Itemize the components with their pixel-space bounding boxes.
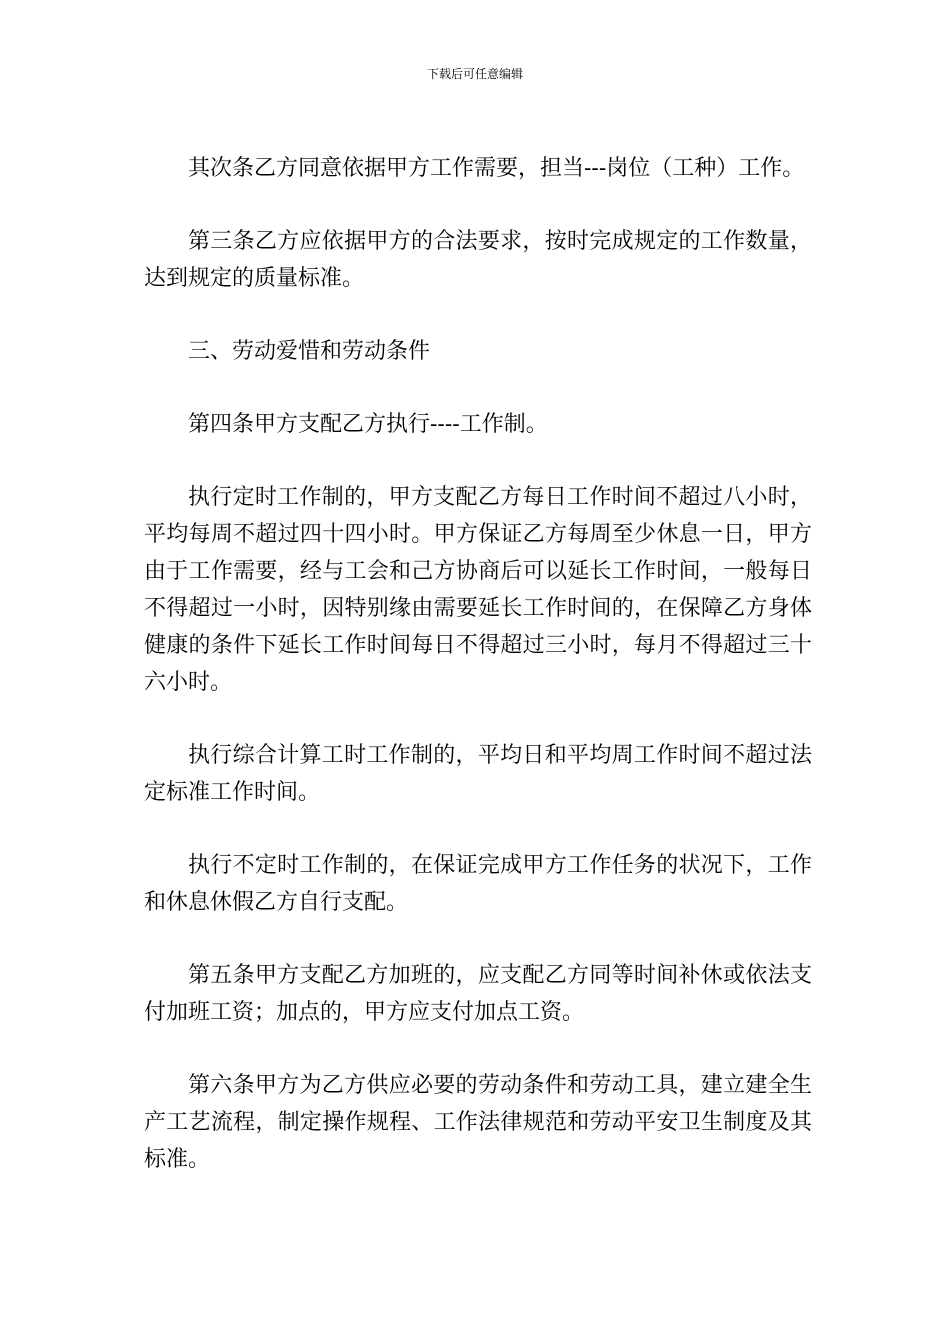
paragraph-fixed-hours: 执行定时工作制的，甲方支配乙方每日工作时间不超过八小时，平均每周不超过四十四小时。甲方保证乙方每周至少休息一日，甲方由于工作需要，经与工会和己方协商后可以延长工作时间，一般每日不得超过一小时，因特别缘由需要延长工作时间的，在保障乙方身体健康的条件下延长工作时间每日不得超过三小时，每月不得超过三十六小时。	[144, 485, 812, 695]
paragraph-article-5: 第五条甲方支配乙方加班的，应支配乙方同等时间补休或依法支付加班工资；加点的，甲方应支付加点工资。	[144, 963, 812, 1025]
page-header-note: 下载后可任意编辑	[426, 67, 523, 81]
section-heading-labor-protection: 三、劳动爱惜和劳动条件	[188, 339, 431, 364]
paragraph-article-3: 第三条乙方应依据甲方的合法要求，按时完成规定的工作数量，达到规定的质量标准。	[144, 229, 812, 291]
paragraph-article-2: 其次条乙方同意依据甲方工作需要，担当---岗位（工种）工作。	[188, 156, 805, 181]
paragraph-article-6: 第六条甲方为乙方供应必要的劳动条件和劳动工具，建立建全生产工艺流程，制定操作规程、工作法律规范和劳动平安卫生制度及其标准。	[144, 1073, 812, 1172]
paragraph-comprehensive-hours: 执行综合计算工时工作制的，平均日和平均周工作时间不超过法定标准工作时间。	[144, 743, 812, 805]
paragraph-article-4: 第四条甲方支配乙方执行----工作制。	[188, 412, 548, 437]
paragraph-flexible-hours: 执行不定时工作制的，在保证完成甲方工作任务的状况下，工作和休息休假乙方自行支配。	[144, 853, 812, 915]
document-body	[144, 150, 812, 1214]
